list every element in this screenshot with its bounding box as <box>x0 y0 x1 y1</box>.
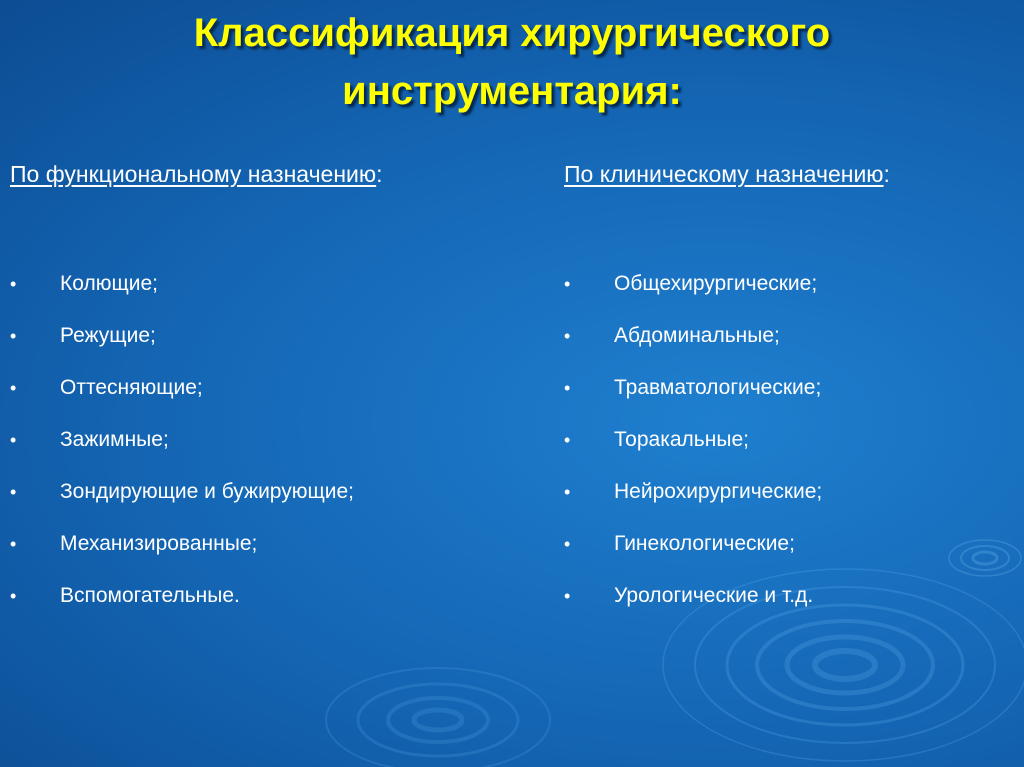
list-item-text: Режущие; <box>60 324 156 347</box>
list-item <box>564 368 1014 420</box>
bullet-icon: • <box>10 378 17 398</box>
bullet-icon: • <box>10 274 17 294</box>
bullet-icon: • <box>564 482 571 502</box>
bullet-icon: • <box>10 482 17 502</box>
bullet-icon: • <box>10 586 17 606</box>
slide-title-line-2: инструментария: <box>342 69 682 113</box>
clinical-purpose-heading-text: По клиническому назначению <box>564 161 884 187</box>
bullet-icon: • <box>564 274 571 294</box>
slide-title-line-1: Классификация хирургического <box>193 11 831 55</box>
list-item-text: Травматологические; <box>614 376 822 399</box>
list-item-text: Торакальные; <box>614 428 749 451</box>
list-item-text: Гинекологические; <box>614 532 795 555</box>
list-item-text: Урологические и т.д. <box>614 584 814 607</box>
functional-purpose-heading <box>10 158 530 190</box>
bullet-icon: • <box>10 326 17 346</box>
clinical-purpose-column <box>564 158 1014 628</box>
clinical-purpose-heading <box>564 158 1014 190</box>
list-item-text: Зондирующие и бужирующие; <box>60 480 355 503</box>
list-item <box>564 316 1014 368</box>
list-item <box>10 316 530 368</box>
bullet-icon: • <box>564 378 571 398</box>
clinical-purpose-list <box>564 264 1014 628</box>
bullet-icon: • <box>564 534 571 554</box>
list-item <box>10 264 530 316</box>
list-item-text: Зажимные; <box>60 428 169 451</box>
list-item <box>564 576 1014 628</box>
slide-title <box>0 0 1024 120</box>
bullet-icon: • <box>564 326 571 346</box>
list-item <box>10 420 530 472</box>
list-item <box>10 472 530 524</box>
functional-purpose-heading-colon: : <box>376 161 383 187</box>
bullet-icon: • <box>564 586 571 606</box>
list-item-text: Нейрохирургические; <box>614 480 823 503</box>
list-item-text: Колющие; <box>60 272 158 295</box>
functional-purpose-list <box>10 264 530 628</box>
bullet-icon: • <box>10 534 17 554</box>
list-item <box>564 472 1014 524</box>
list-item-text: Механизированные; <box>60 532 258 555</box>
list-item <box>10 368 530 420</box>
functional-purpose-heading-text: По функциональному назначению <box>10 161 377 187</box>
list-item <box>10 576 530 628</box>
list-item <box>564 264 1014 316</box>
list-item-text: Оттесняющие; <box>60 376 203 399</box>
bullet-icon: • <box>10 430 17 450</box>
functional-purpose-column <box>10 158 530 628</box>
clinical-purpose-heading-colon: : <box>883 161 890 187</box>
list-item-text: Абдоминальные; <box>614 324 780 347</box>
list-item-text: Вспомогательные. <box>60 584 240 607</box>
list-item <box>564 524 1014 576</box>
list-item <box>10 524 530 576</box>
bullet-icon: • <box>564 430 571 450</box>
list-item-text: Общехирургические; <box>614 272 818 295</box>
list-item <box>564 420 1014 472</box>
